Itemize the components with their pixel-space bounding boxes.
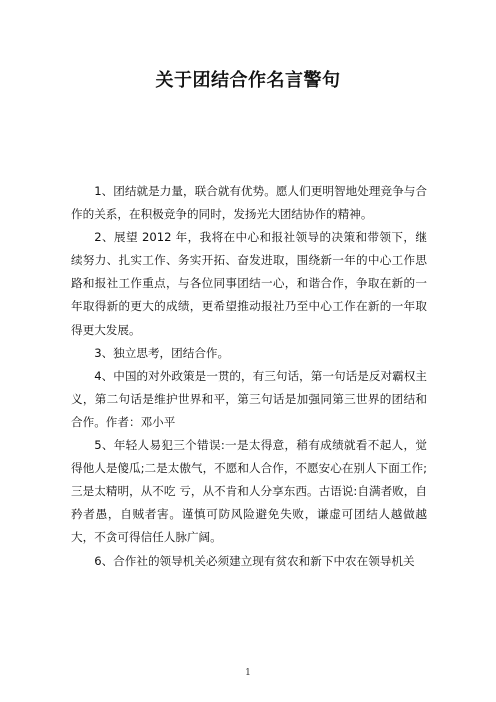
paragraph-2: 2、展望 2012 年，我将在中心和报社领导的决策和带领下，继续努力、扎实工作、务实开拓、奋发进取，围绕新一年的中心工作思路和报社工作重点，与各位同事团结一心，和谐合作，争取在新的一年取得新的更大的成绩，更希望推动报社乃至中心工作在新的一年取得更大发展。 [71, 230, 427, 337]
paragraph-6: 6、合作社的领导机关必须建立现有贫农和新下中农在领导机关 [94, 553, 415, 568]
paragraph-1: 1、团结就是力量，联合就有优势。愿人们更明智地处理竞争与合作的关系，在积极竞争的同时，发扬光大团结协作的精神。 [71, 184, 427, 222]
paragraph-4: 4、中国的对外政策是一贯的，有三句话，第一句话是反对霸权主义，第二句话是维护世界和平，第三句话是加强同第三世界的团结和合作。作者：邓小平 [71, 368, 427, 429]
paragraph-5: 5、年轻人易犯三个错误:一是太得意，稍有成绩就看不起人，觉得他人是傻瓜;二是太傲气，不愿和人合作，不愿安心在别人下面工作;三是太精明，从不吃 亏，从不肯和人分享东西。古语说:自满者败，自矜者愚，自贼者害。谨慎可防风险避免失败，谦虚可团结人越做越大，不贪可得信任人脉广阔。 [71, 438, 427, 545]
document-body [71, 180, 427, 573]
page-number: 1 [245, 668, 251, 678]
paragraph-3: 3、独立思考，团结合作。 [94, 345, 230, 360]
document-title: 关于团结合作名言警句 [155, 70, 341, 91]
